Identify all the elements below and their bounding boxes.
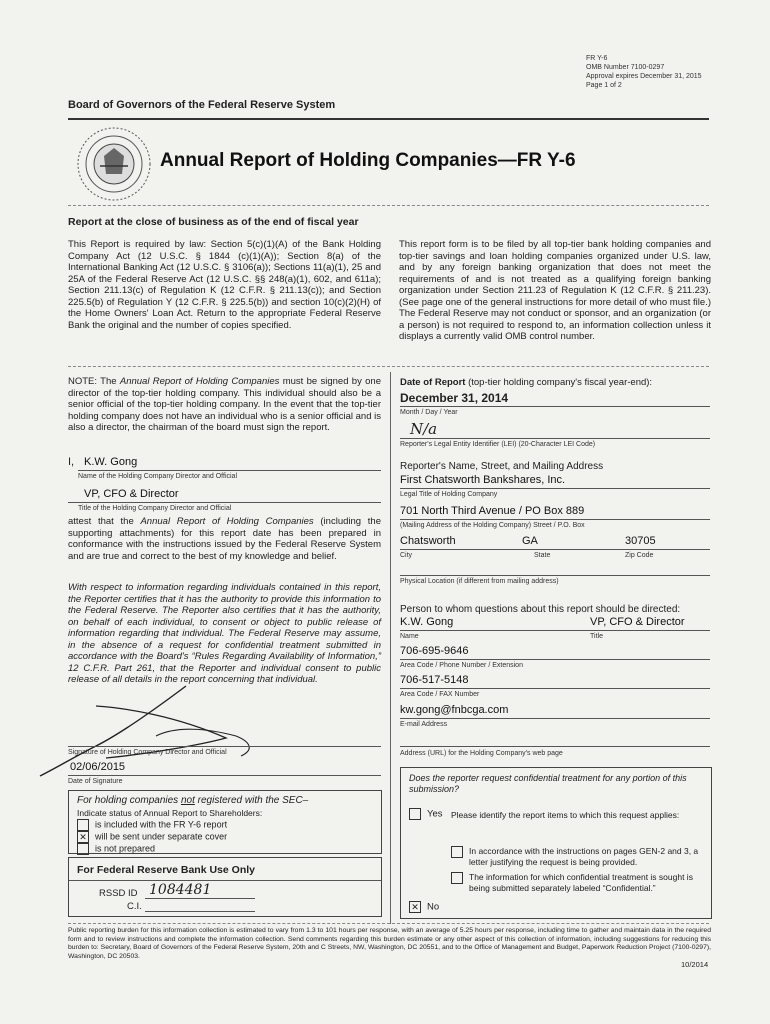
reporter-heading: Reporter's Name, Street, and Mailing Address bbox=[400, 461, 604, 472]
reporter-state[interactable]: GA bbox=[522, 535, 538, 547]
yes-option[interactable]: Yes bbox=[409, 808, 443, 820]
column-divider bbox=[390, 372, 391, 924]
shareholder-report-options bbox=[77, 819, 227, 855]
page-number: Page 1 of 2 bbox=[586, 82, 622, 89]
approval-expiry: Approval expires December 31, 2015 bbox=[586, 73, 702, 80]
reporter-name[interactable]: First Chatsworth Bankshares, Inc. bbox=[400, 474, 566, 486]
confidential-question: Does the reporter request confidential treatment for any portion of this submission? bbox=[409, 773, 687, 794]
confidential-request-box bbox=[400, 767, 712, 919]
revision-date: 10/2014 bbox=[681, 960, 709, 969]
not-registered-title: For holding companies not registered with the SEC– bbox=[77, 795, 309, 806]
header-rule bbox=[68, 118, 709, 120]
lei-label: Reporter's Legal Entity Identifier (LEI) (20-Character LEI Code) bbox=[400, 441, 596, 448]
zip-label: Zip Code bbox=[625, 552, 654, 559]
attest-text: attest that the Annual Report of Holding Companies (including the supporting attachments) for this report date has been prepared in conformance with the instructions issued by the Federal Reserve System and are true and correct to the best of my knowledge and belief. bbox=[68, 516, 381, 562]
contact-title-label: Title bbox=[590, 633, 603, 640]
date-of-report-sub: Month / Day / Year bbox=[400, 409, 458, 416]
physical-location-label: Physical Location (if different from mailing address) bbox=[400, 578, 559, 585]
signature-label: Signature of Holding Company Director and Official bbox=[68, 749, 227, 756]
no-checkbox[interactable]: ✕ bbox=[409, 901, 421, 913]
web-url-label: Address (URL) for the Holding Company's web page bbox=[400, 750, 563, 757]
signature-date-label: Date of Signature bbox=[68, 778, 123, 785]
confidential-option-letter[interactable]: In accordance with the instructions on pages GEN-2 and 3, a letter justifying the request is being provided. bbox=[451, 846, 707, 867]
contact-fax[interactable]: 706-517-5148 bbox=[400, 674, 469, 686]
state-label: State bbox=[534, 552, 551, 559]
contact-name-label: Name bbox=[400, 633, 419, 640]
federal-reserve-seal-icon bbox=[74, 126, 154, 202]
frb-use-title: For Federal Reserve Bank Use Only bbox=[77, 864, 255, 876]
checkbox[interactable]: ✕ bbox=[77, 831, 89, 843]
frb-use-box bbox=[68, 857, 382, 917]
not-registered-box bbox=[68, 790, 382, 854]
city-label: City bbox=[400, 552, 413, 559]
intro-left: This Report is required by law: Section 5(c)(1)(A) of the Bank Holding Company Act (12 U.S.C. § 1844 (c)(1)(A)); Section 8(a) of the International Banking Act (12 U.S.C. § 3106(a)); Sections 11(a)(1), 25 and 25A of the Federal Reserve Act (12 U.S.C. §§ 248(a)(1), 602, and 611a); Section 211.13(c) of Regulation K (12 C.F.R. § 211.13(c)); and Section 225.5(b) of Regulation Y (12 C.F.R. § 225.5(b)) and section 10(c)(2)(H) of the Home Owners' Loan Act. Return to the appropriate Federal Reserve Bank the original and the number of copies specified. bbox=[68, 239, 381, 331]
page-title: Annual Report of Holding Companies—FR Y-6 bbox=[160, 150, 576, 171]
yes-note: Please identify the report items to which this request applies: bbox=[451, 810, 680, 820]
signer-name-label: Name of the Holding Company Director and Official bbox=[78, 473, 238, 480]
signer-title[interactable]: VP, CFO & Director bbox=[84, 488, 179, 500]
reporter-street-label: (Mailing Address of the Holding Company) Street / P.O. Box bbox=[400, 522, 585, 529]
signature-date[interactable]: 02/06/2015 bbox=[70, 761, 126, 773]
separate-checkbox[interactable] bbox=[451, 872, 463, 884]
date-of-report-label: Date of Report (top-tier holding company's fiscal year-end): bbox=[400, 377, 653, 388]
contact-title[interactable]: VP, CFO & Director bbox=[590, 616, 685, 628]
checkbox[interactable] bbox=[77, 843, 89, 855]
signer-title-label: Title of the Holding Company Director and Official bbox=[78, 505, 232, 512]
note-text: NOTE: The Annual Report of Holding Companies must be signed by one director of the top-tier holding company. This individual should also be a senior official of the top-tier holding company. In the event that the top-tier holding company does not have an individual who is a senior official and is also a director, the chairman of the board must sign the report. bbox=[68, 376, 382, 433]
contact-heading: Person to whom questions about this report should be directed: bbox=[400, 604, 681, 615]
form-id: FR Y-6 bbox=[586, 55, 608, 62]
contact-phone[interactable]: 706-695-9646 bbox=[400, 645, 469, 657]
option-separate-cover[interactable]: ✕ will be sent under separate cover bbox=[77, 831, 227, 843]
form-header bbox=[586, 54, 702, 90]
not-registered-subtitle: Indicate status of Annual Report to Shareholders: bbox=[77, 808, 263, 818]
omb-number: OMB Number 7100-0297 bbox=[586, 64, 665, 71]
footer-rule bbox=[68, 923, 709, 924]
board-name: Board of Governors of the Federal Reserve System bbox=[68, 99, 336, 111]
option-not-prepared[interactable]: is not prepared bbox=[77, 843, 227, 855]
contact-fax-label: Area Code / FAX Number bbox=[400, 691, 480, 698]
checkbox[interactable] bbox=[77, 819, 89, 831]
rssd-value[interactable]: 1084481 bbox=[149, 882, 212, 898]
intro-right: This report form is to be filed by all top-tier bank holding companies and top-tier savings and loan holding companies organized under U.S. law, and by any foreign banking organization that does not meet the requirements of and is not treated as a qualifying foreign banking organization under Section 211.23 of Regulation K (12 C.F.R. § 211.23). (See page one of the general instructions for more detail of who must file.) The Federal Reserve may not conduct or sponsor, and an organization (or a person) is not required to respond to, an information collection unless it displays a currently valid OMB control number. bbox=[399, 239, 711, 342]
ci-label: C.I. bbox=[127, 901, 142, 912]
no-option[interactable]: ✕ No bbox=[409, 901, 439, 913]
reporter-city[interactable]: Chatsworth bbox=[400, 535, 456, 547]
reporter-street[interactable]: 701 North Third Avenue / PO Box 889 bbox=[400, 505, 585, 517]
confidential-consent-text: With respect to information regarding individuals contained in this report, the Reporter certifies that it has the authority to provide this information to the Federal Reserve. The Reporter also certifies that it has the authority, on behalf of each individual, to consent or object to public release of information regarding that individual. The Federal Reserve may assume, in the absence of a request for confidential treatment submitted in accordance with the Board's “Rules Regarding Availability of Information,” 12 C.F.R. Part 261, that the Reporter and individual consent to public release of all details in the report concerning that individual. bbox=[68, 582, 381, 685]
reporter-zip[interactable]: 30705 bbox=[625, 535, 656, 547]
contact-email-label: E-mail Address bbox=[400, 721, 448, 728]
contact-phone-label: Area Code / Phone Number / Extension bbox=[400, 662, 523, 669]
date-of-report-value[interactable]: December 31, 2014 bbox=[400, 391, 509, 405]
contact-name[interactable]: K.W. Gong bbox=[400, 616, 454, 628]
confidential-option-separate[interactable]: The information for which confidential treatment is sought is being submitted separately labeled “Confidential.” bbox=[451, 872, 707, 893]
burden-statement: Public reporting burden for this information collection is estimated to vary from 1.3 to 101 hours per response, with an average of 5.25 hours per response, including time to gather and maintain data in the required form and to review instructions and complete the information collection. Send comments regarding this burden estimate or any other aspect of this collection of information, including suggestions for reducing this burden to: Secretary, Board of Governors of the Federal Reserve System, 20th and C Streets, NW, Washington, DC 20551, and to the Office of Management and Budget, Paperwork Reduction Project (7100-0297), Washington, DC 20503. bbox=[68, 927, 711, 960]
lei-value[interactable]: N/a bbox=[410, 420, 438, 438]
reporter-name-label: Legal Title of Holding Company bbox=[400, 491, 498, 498]
option-included[interactable]: is included with the FR Y-6 report bbox=[77, 819, 227, 831]
letter-checkbox[interactable] bbox=[451, 846, 463, 858]
contact-email[interactable]: kw.gong@fnbcga.com bbox=[400, 704, 509, 716]
signer-prefix: I, bbox=[68, 456, 75, 468]
section-title: Report at the close of business as of the end of fiscal year bbox=[68, 216, 359, 228]
signer-name[interactable]: K.W. Gong bbox=[84, 456, 138, 468]
rssd-label: RSSD ID bbox=[99, 888, 138, 899]
intro-rule bbox=[68, 366, 709, 367]
title-rule bbox=[68, 205, 709, 206]
yes-checkbox[interactable] bbox=[409, 808, 421, 820]
